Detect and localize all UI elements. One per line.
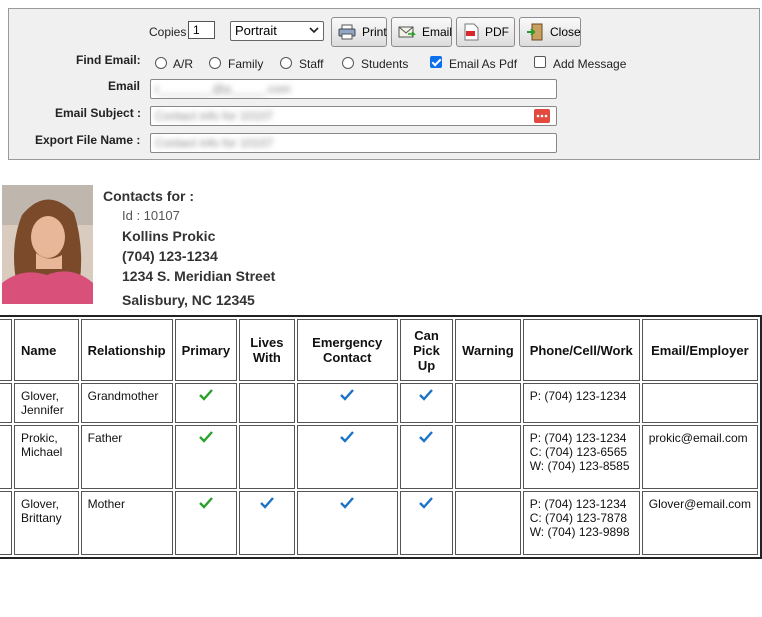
print-options-panel <box>8 8 760 160</box>
emergency-cell <box>297 383 398 423</box>
header-can-pick-up <box>400 319 453 381</box>
cell-line: C: (704) 123-7878 <box>529 511 628 525</box>
contact-first-name: Michael <box>21 445 63 459</box>
header-lives-with-line2: With <box>252 350 281 365</box>
phone-cell <box>523 425 640 489</box>
export-file-name-field[interactable] <box>150 133 557 153</box>
email-subject-value: Contact info for 10107 <box>155 109 274 123</box>
radio-staff[interactable] <box>280 57 292 69</box>
table-row <box>0 383 758 423</box>
header-pickup-line2: Pick <box>413 342 440 358</box>
contact-last-name: Glover, <box>21 497 60 511</box>
table-header-row <box>0 319 758 381</box>
table-row <box>0 491 758 555</box>
blue-checkmark-icon <box>419 389 433 401</box>
header-primary: Primary <box>175 319 237 381</box>
contact-last-name: Prokic, <box>21 431 58 445</box>
contact-name-cell <box>14 491 79 555</box>
header-phone: Phone/Cell/Work <box>523 319 640 381</box>
email-subject-label: Email Subject : <box>55 106 142 120</box>
cell-line: C: (704) 123-6565 <box>529 445 628 459</box>
lives-with-cell <box>239 383 295 423</box>
primary-cell <box>175 491 237 555</box>
phone-cell <box>523 383 640 423</box>
email-field-value: r________@p_____.com <box>155 82 291 96</box>
radio-staff-label: Staff <box>299 57 324 71</box>
relationship-cell: Mother <box>81 491 173 555</box>
add-message-label: Add Message <box>553 57 627 71</box>
relationship-cell: Grandmother <box>81 383 173 423</box>
email-field[interactable] <box>150 79 557 99</box>
blue-checkmark-icon <box>340 497 354 509</box>
export-file-name-label: Export File Name : <box>35 133 141 147</box>
header-emergency-line2: Contact <box>323 350 372 365</box>
header-emergency-contact <box>297 319 398 381</box>
orientation-select[interactable] <box>230 21 324 41</box>
pdf-label: PDF <box>485 25 509 39</box>
green-checkmark-icon <box>199 431 213 443</box>
warning-cell <box>455 383 521 423</box>
email-button[interactable] <box>391 17 452 47</box>
emergency-cell <box>297 491 398 555</box>
row-spacer <box>0 491 12 555</box>
primary-cell <box>175 425 237 489</box>
email-as-pdf-label: Email As Pdf <box>449 57 518 71</box>
warning-cell <box>455 425 521 489</box>
contact-first-name: Jennifer <box>21 403 64 417</box>
contact-id: Id : 10107 <box>122 208 180 223</box>
contact-name-cell <box>14 425 79 489</box>
header-pickup-line1: Can <box>414 327 439 343</box>
row-spacer <box>0 383 12 423</box>
row-spacer <box>0 425 12 489</box>
email-as-pdf-checkbox[interactable] <box>430 56 442 68</box>
exit-door-icon <box>526 23 544 41</box>
header-relationship: Relationship <box>81 319 173 381</box>
work-line: W: (704) 123-9898 <box>529 525 630 539</box>
header-emergency-line1: Emergency <box>312 335 383 350</box>
email-label: Email <box>422 25 453 39</box>
close-button[interactable] <box>519 17 581 47</box>
phone-line: P: (704) 123-1234 <box>529 497 627 511</box>
header-warning: Warning <box>455 319 521 381</box>
relationship-cell: Father <box>81 425 173 489</box>
primary-cell <box>175 383 237 423</box>
copies-input[interactable] <box>188 21 215 39</box>
print-button[interactable] <box>331 17 387 47</box>
emergency-cell <box>297 425 398 489</box>
warning-cell <box>455 491 521 555</box>
contact-first-name: Brittany <box>21 511 62 525</box>
pickup-cell <box>400 491 453 555</box>
header-spacer <box>0 319 12 381</box>
email-icon <box>398 24 416 40</box>
student-photo <box>2 185 93 304</box>
blue-checkmark-icon <box>340 389 354 401</box>
contact-address: 1234 S. Meridian Street <box>122 268 276 284</box>
export-file-name-value: Contact info for 10107 <box>155 136 274 150</box>
blue-checkmark-icon <box>419 431 433 443</box>
pdf-button[interactable] <box>456 17 515 47</box>
phone-line: P: (704) 123-1234 <box>529 389 627 403</box>
orientation-value: Portrait <box>235 23 277 38</box>
more-options-icon[interactable] <box>534 109 550 123</box>
radio-ar[interactable] <box>155 57 167 69</box>
radio-ar-label: A/R <box>173 57 194 71</box>
contact-name-cell <box>14 383 79 423</box>
phone-cell <box>523 491 640 555</box>
printer-icon <box>338 24 356 40</box>
pdf-icon <box>463 23 479 41</box>
blue-checkmark-icon <box>340 431 354 443</box>
lives-with-cell <box>239 491 295 555</box>
work-line: W: (704) 123-8585 <box>529 459 630 473</box>
copies-label: Copies <box>149 25 187 39</box>
phone-line: P: (704) 123-1234 <box>529 431 627 445</box>
contact-name: Kollins Prokic <box>122 228 216 244</box>
contact-phone: (704) 123-1234 <box>122 248 218 264</box>
contact-last-name: Glover, <box>21 389 60 403</box>
table-row <box>0 425 758 489</box>
email-cell <box>642 383 758 423</box>
pickup-cell <box>400 425 453 489</box>
email-field-label: Email <box>108 79 141 93</box>
add-message-checkbox[interactable] <box>534 56 546 68</box>
radio-family[interactable] <box>209 57 221 69</box>
radio-family-label: Family <box>228 57 264 71</box>
header-name: Name <box>14 319 79 381</box>
print-label: Print <box>362 25 387 39</box>
email-subject-field[interactable] <box>150 106 557 126</box>
contacts-table <box>0 315 762 559</box>
chevron-down-icon <box>309 25 319 35</box>
pickup-cell <box>400 383 453 423</box>
blue-checkmark-icon <box>419 497 433 509</box>
find-email-label: Find Email: <box>76 53 141 67</box>
radio-students[interactable] <box>342 57 354 69</box>
header-lives-with <box>239 319 295 381</box>
header-lives-with-line1: Lives <box>250 335 284 350</box>
header-email: Email/Employer <box>642 319 758 381</box>
header-pickup-line3: Up <box>417 357 436 373</box>
radio-students-label: Students <box>361 57 409 71</box>
close-label: Close <box>550 25 581 39</box>
blue-checkmark-icon <box>260 497 274 509</box>
email-cell: prokic@email.com <box>642 425 758 489</box>
contact-city: Salisbury, NC 12345 <box>122 292 255 308</box>
green-checkmark-icon <box>199 497 213 509</box>
contacts-for-heading: Contacts for : <box>103 188 194 204</box>
lives-with-cell <box>239 425 295 489</box>
email-cell: Glover@email.com <box>642 491 758 555</box>
green-checkmark-icon <box>199 389 213 401</box>
